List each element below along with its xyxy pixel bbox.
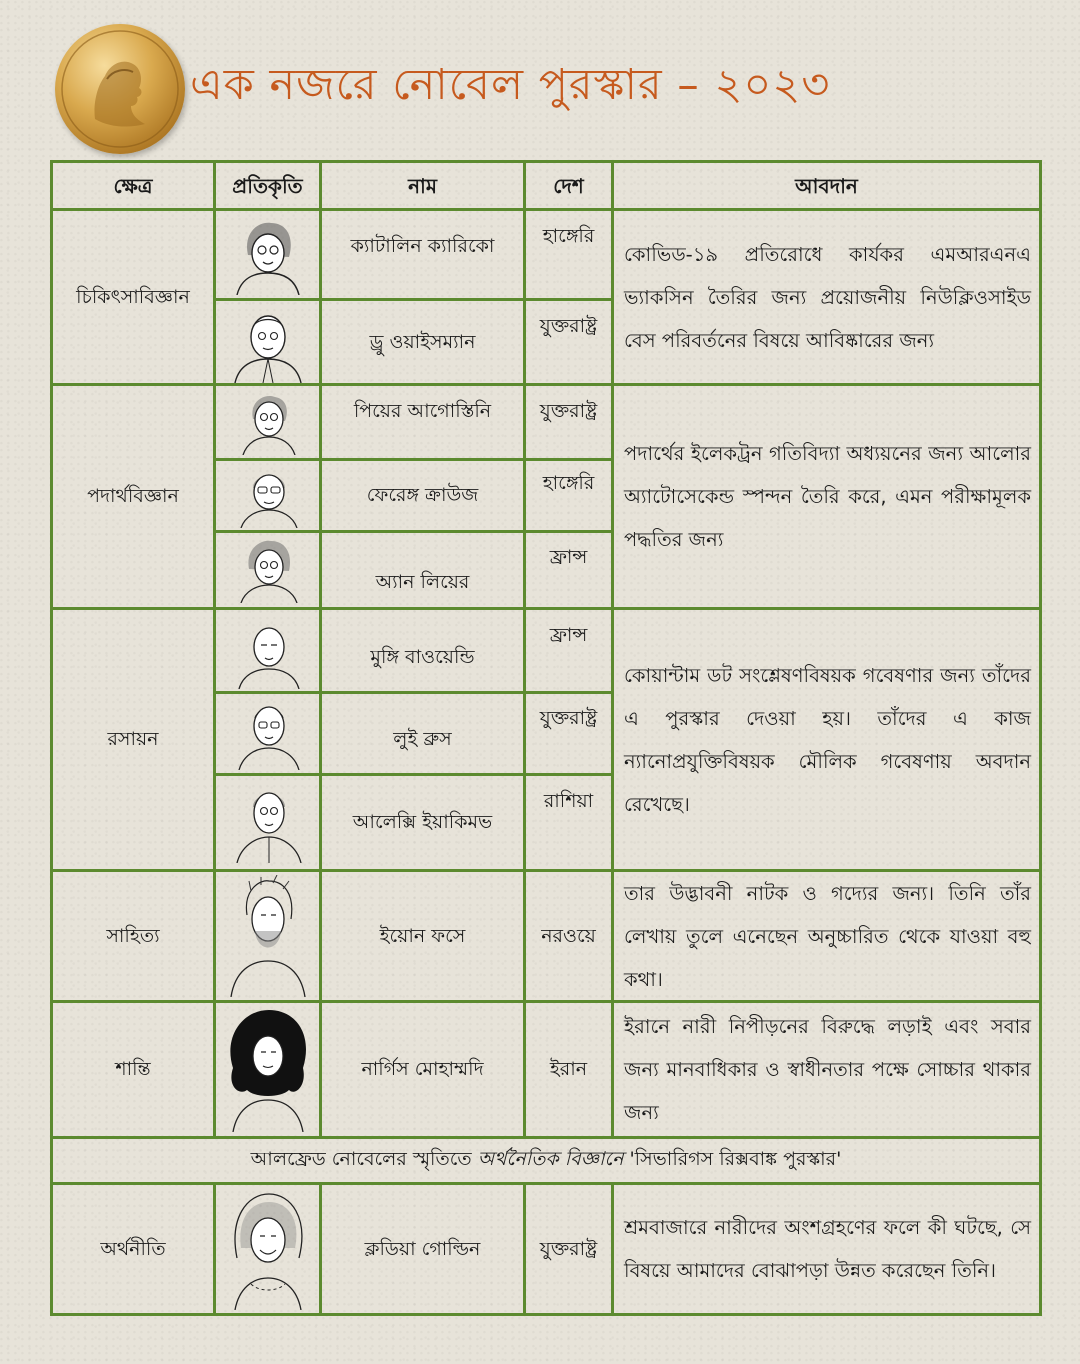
laureate-name: মুঙ্গি বাওয়েন্ডি	[370, 645, 475, 668]
laureate-name: ক্যাটালিন ক্যারিকো	[350, 234, 495, 257]
laureate-country: যুক্তরাষ্ট্র	[539, 314, 598, 337]
banner-emphasis: অর্থনৈতিক বিজ্ঞানে	[477, 1147, 624, 1170]
laureate-name: ফেরেঙ্গ ক্রাউজ	[366, 484, 479, 507]
nobel-medal-icon	[55, 24, 185, 154]
laureate-country: ফ্রান্স	[549, 623, 588, 646]
portrait-sketch-woman	[221, 1006, 315, 1132]
laureate-name: নার্গিস মোহাম্মদি	[361, 1058, 484, 1081]
laureate-name: পিয়ের আগোস্তিনি	[353, 399, 492, 422]
contribution-literature: তার উদ্ভাবনী নাটক ও গদ্যের জন্য। তিনি তাঁর লেখায় তুলে এনেছেন অনুচ্চারিত থেকে যাওয়া বহু কথা।	[624, 881, 1031, 991]
laureate-country: যুক্তরাষ্ট্র	[539, 399, 598, 422]
laureate-country: যুক্তরাষ্ট্র	[539, 1237, 598, 1260]
field-literature: সাহিত্য	[106, 924, 160, 947]
laureate-country: যুক্তরাষ্ট্র	[539, 706, 598, 729]
header-contribution: আবদান	[795, 173, 858, 198]
portrait-sketch-man	[225, 696, 311, 770]
laureate-name: লুই ব্রুস	[393, 728, 452, 751]
header-portrait: প্রতিকৃতি	[232, 173, 303, 198]
banner-suffix: 'সিভারিগস রিক্সবাঙ্ক পুরস্কার'	[629, 1147, 842, 1170]
contribution-medicine: কোভিড-১৯ প্রতিরোধে কার্যকর এমআরএনএ ভ্যাকসিন তৈরির জন্য প্রয়োজনীয় নিউক্লিওসাইড বেস পরিবর্তনের বিষয়ে আবিষ্কারের জন্য	[624, 242, 1031, 352]
portrait-sketch-man	[225, 779, 311, 863]
portrait-sketch-man	[223, 303, 313, 383]
economics-banner	[53, 1139, 1039, 1182]
portrait-sketch-man	[225, 615, 311, 689]
header-name: নাম	[408, 173, 437, 198]
laureate-country: হাঙ্গেরি	[542, 472, 595, 495]
portrait-sketch-woman	[223, 215, 313, 295]
laureate-name: ড্রু ওয়াইসম্যান	[369, 330, 476, 353]
page-title: এক নজরে নোবেল পুরস্কার – ২০২৩	[190, 60, 831, 110]
laureate-country: নরওয়ে	[541, 924, 596, 947]
field-peace: শান্তি	[115, 1058, 151, 1081]
portrait-sketch-man	[221, 875, 315, 997]
portrait-sketch-man	[225, 462, 311, 528]
header-country: দেশ	[553, 173, 584, 198]
field-chemistry: রসায়ন	[107, 728, 159, 751]
field-economics: অর্থনীতি	[100, 1237, 166, 1260]
laureate-country: ইরান	[549, 1058, 588, 1081]
contribution-physics: পদার্থের ইলেকট্রন গতিবিদ্যা অধ্যয়নের জন্য আলোর অ্যাটোসেকেন্ড স্পন্দন তৈরি করে, এমন পরীক্ষামূলক পদ্ধতির জন্য	[624, 442, 1031, 551]
laureate-country: রাশিয়া	[543, 789, 594, 812]
laureate-name: ক্লডিয়া গোল্ডিন	[364, 1237, 481, 1260]
portrait-sketch-woman	[221, 1188, 315, 1310]
contribution-economics: শ্রমবাজারে নারীদের অংশগ্রহণের ফলে কী ঘটছে, সে বিষয়ে আমাদের বোঝাপড়া উন্নত করেছেন তিনি।	[624, 1216, 1031, 1282]
laureate-name: ইয়োন ফসে	[379, 924, 466, 947]
field-physics: পদার্থবিজ্ঞান	[87, 485, 179, 508]
nobel-table	[50, 160, 1042, 1316]
laureate-name: আলেক্সি ইয়াকিমভ	[352, 811, 493, 834]
laureate-country: ফ্রান্স	[549, 545, 588, 568]
laureate-country: হাঙ্গেরি	[542, 224, 595, 247]
portrait-sketch-man	[225, 389, 311, 455]
laureate-name: অ্যান লিয়ের	[375, 570, 470, 593]
header-field: ক্ষেত্র	[113, 173, 153, 198]
banner-prefix: আলফ্রেড নোবেলের স্মৃতিতে	[250, 1147, 472, 1170]
contribution-chemistry: কোয়ান্টাম ডট সংশ্লেষণবিষয়ক গবেষণার জন্য তাঁদের এ পুরস্কার দেওয়া হয়। তাঁদের এ কাজ ন্যানোপ্রযুক্তিবিষয়ক মৌলিক গবেষণায় অবদান রেখেছে।	[624, 663, 1031, 816]
portrait-sketch-woman	[225, 535, 311, 603]
field-medicine: চিকিৎসাবিজ্ঞান	[76, 285, 190, 308]
contribution-peace: ইরানে নারী নিপীড়নের বিরুদ্ধে লড়াই এবং সবার জন্য মানবাধিকার ও স্বাধীনতার পক্ষে সোচ্চার থাকার জন্য	[624, 1015, 1031, 1124]
